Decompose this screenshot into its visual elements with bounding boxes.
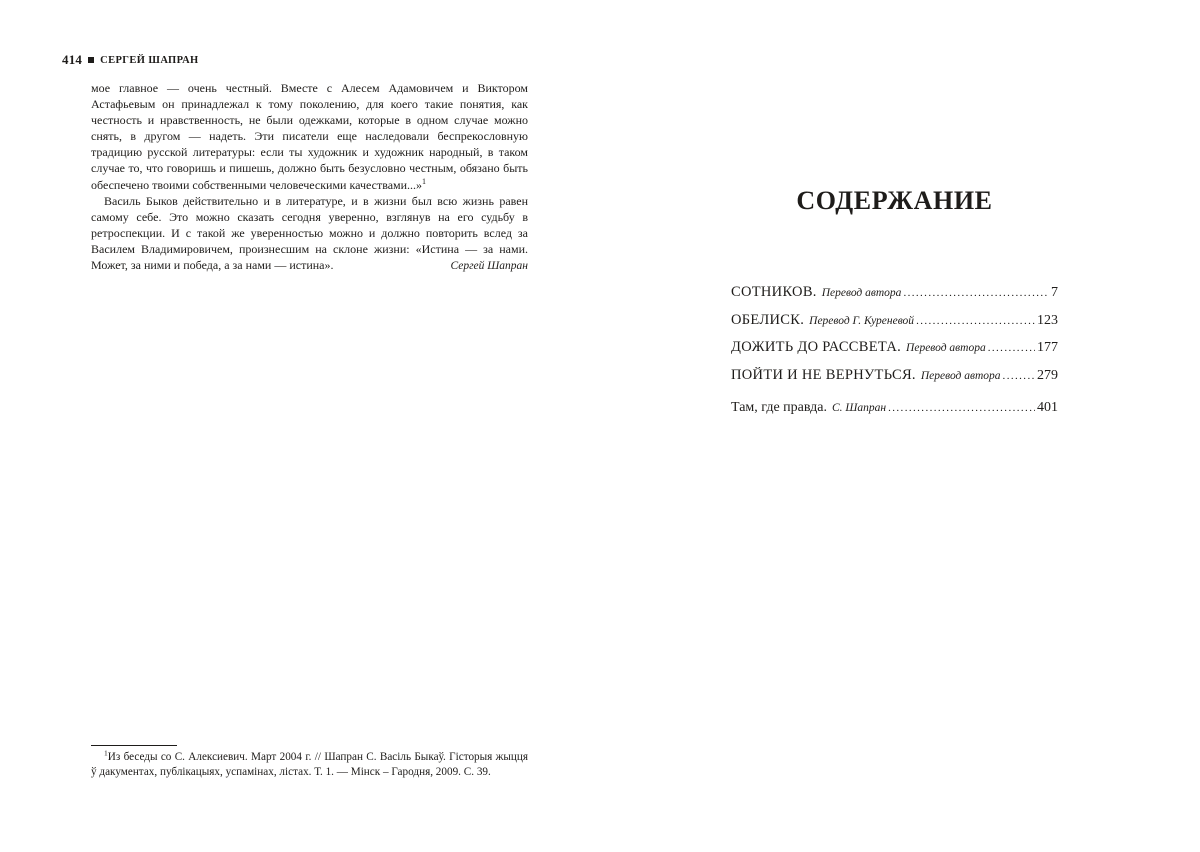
dot-leader [988,342,1035,354]
running-head [62,52,199,68]
toc-entry-title: СОТНИКОВ. [731,284,817,300]
dot-leader [916,315,1035,327]
toc-entry-page: 177 [1037,340,1058,355]
toc-entry-page: 7 [1051,285,1058,300]
square-bullet-icon [88,57,94,63]
toc-entry[interactable] [731,284,1058,312]
toc-entry[interactable] [731,339,1058,367]
body-text [91,80,528,273]
toc-entry-page: 401 [1037,400,1058,415]
footnote-divider [91,745,177,746]
toc-entry-title: ПОЙТИ И НЕ ВЕРНУТЬСЯ. [731,366,916,383]
dot-leader [903,287,1049,299]
toc-entry-translator: Перевод Г. Куреневой [809,314,915,327]
paragraph-1-text: мое главное — очень честный. Вместе с Алесем Адамовичем и Виктором Астафьевым он принадлежал к тому поколению, для коего такие понятия, как честность и нравственность, не были одежками, которые в одном случае можно снять, в другом — надеть. Эти писатели еще наследовали беспрекословную традицию русской литературы: если ты художник и художник народный, в таком случае то, что говоришь и пишешь, должно быть безусловно честным, обязано быть обеспечено твоими собственными человеческими качествами...» [91,81,528,192]
footnote-text: Из беседы со С. Алексиевич. Март 2004 г. // Шапран С. Васіль Быкаў. Гісторыя жыцця ў дакументах, публікацыях, успамінах, лістах. Т. 1. — Мінск – Гародня, 2009. С. 39. [91,751,528,778]
paragraph-1 [91,80,528,193]
toc-entry-page: 279 [1037,367,1058,383]
toc-entry-page: 123 [1037,312,1058,328]
running-head-author: СЕРГЕЙ ШАПРАН [100,54,199,66]
toc-entry-translator: Перевод автора [906,342,986,354]
page-number: 414 [62,52,83,67]
paragraph-2: Василь Быков действительно и в литературе, и в жизни был всю жизнь равен самому себе. Это можно сказать сегодня уверенно, взглянув на его судьбу в ретроспекции. И с такой же уверенностью можно и должно повторить вслед за Василем Владимировичем, произнесшим на склоне жизни: «Истина — за нами. Может, за ними и победа, а за нами — истина». [91,193,528,273]
table-of-contents [731,284,1058,428]
signature: Сергей Шапран [450,260,528,272]
toc-entry-translator: Перевод автора [821,287,902,299]
toc-entry-translator: С. Шапран [831,402,887,414]
toc-entry[interactable] [731,400,1058,428]
footnote [91,750,528,780]
toc-entry-translator: Перевод автора [920,369,1001,382]
toc-entry-title: ОБЕЛИСК. [731,311,805,328]
toc-heading: СОДЕРЖАНИЕ [796,186,993,215]
dot-leader [888,402,1035,414]
toc-entry-title: Там, где правда. [731,400,827,415]
toc-entry-title: ДОЖИТЬ ДО РАССВЕТА. [731,339,902,355]
toc-entry[interactable] [731,367,1058,395]
dot-leader [1003,370,1035,382]
footnote-mark: 1 [104,748,108,758]
toc-entry[interactable] [731,312,1058,340]
footnote-reference: 1 [422,176,427,186]
